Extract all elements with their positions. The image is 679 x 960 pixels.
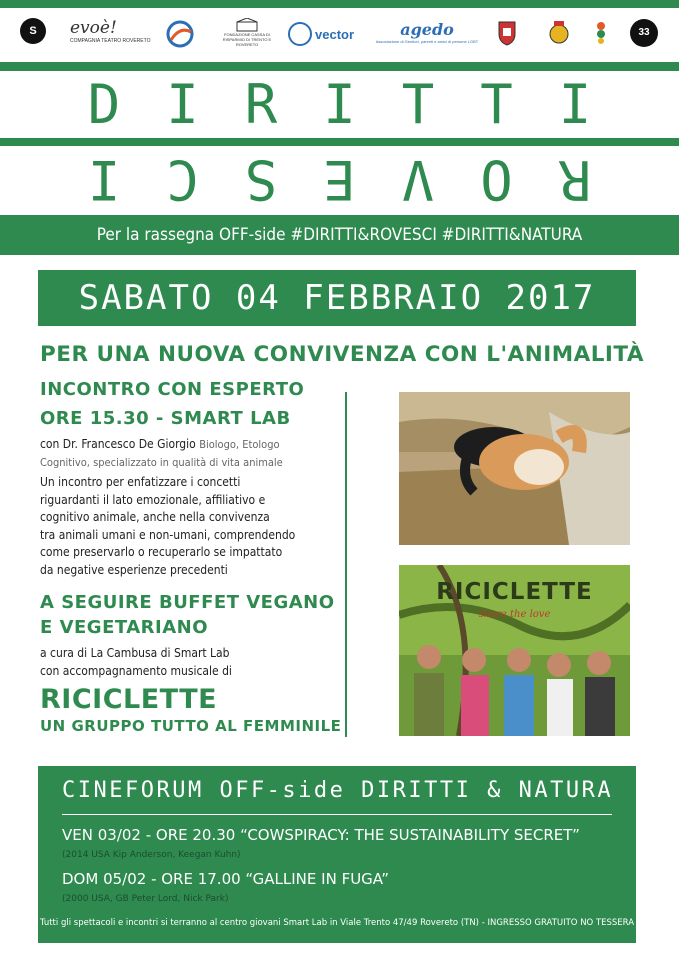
photo-band-tagline: share the love — [478, 609, 551, 620]
speaker-role: Biologo, Etologo — [199, 438, 280, 451]
date-band: SABATO 04 FEBBRAIO 2017 — [38, 270, 636, 326]
description-line: cognitivo animale, anche nella convivenza — [40, 510, 270, 524]
subtitle-band: Per la rassegna OFF-side #DIRITTI&ROVESCI #DIRITTI&NATURA — [0, 215, 679, 255]
cineforum-footer: Tutti gli spettacoli e incontri si terranno al centro giovani Smart Lab in Viale Trento 47/49 Rovereto (TN) - INGRESSO GRATUITO NO TESSERA — [39, 918, 635, 928]
music-text: con accompagnamento musicale di — [40, 663, 232, 678]
logo-flower-icon — [593, 20, 609, 46]
logo-s: S — [20, 18, 46, 44]
film-1: VEN 03/02 - ORE 20.30 “COWSPIRACY: THE SUSTAINABILITY SECRET” — [62, 826, 580, 844]
cineforum-divider — [62, 814, 612, 815]
event-time: ORE 15.30 - SMART LAB — [40, 408, 291, 429]
band-photo — [399, 565, 630, 736]
band-name: RICICLETTE — [40, 684, 218, 715]
speaker-name: con Dr. Francesco De Giorgio — [40, 437, 196, 451]
film-1-credit: (2014 USA Kip Anderson, Keegan Kuhn) — [62, 850, 241, 860]
curated-text: a cura di La Cambusa di Smart Lab — [40, 646, 230, 660]
logo-crest-2-icon — [548, 19, 570, 47]
description-line: tra animali umani e non-umani, comprendendo — [40, 527, 296, 542]
logo-vector: vector — [288, 22, 354, 46]
column-divider — [345, 392, 347, 737]
band-description: UN GRUPPO TUTTO AL FEMMINILE — [40, 717, 342, 735]
description-line: da negative esperienze precedenti — [40, 562, 228, 577]
film-2-credit: (2000 USA, GB Peter Lord, Nick Park) — [62, 894, 229, 904]
event-description — [40, 474, 340, 579]
description-line: riguardanti il lato emozionale, affiliativo e — [40, 492, 266, 507]
title-rovesci-mirrored: ROVESCI — [41, 148, 592, 211]
top-border — [0, 0, 679, 8]
speaker-role-2: Cognitivo, specializzato in qualità di vita animale — [40, 455, 283, 469]
dogs-photo — [399, 392, 630, 545]
curated-by — [40, 645, 340, 680]
film-2: DOM 05/02 - ORE 17.00 “GALLINE IN FUGA” — [62, 870, 389, 888]
description-line: come preservarlo o recuperarlo se impattato — [40, 545, 283, 559]
event-headline: PER UNA NUOVA CONVIVENZA CON L'ANIMALITÀ — [40, 342, 645, 367]
buffet-line2: E VEGETARIANO — [40, 617, 209, 638]
logo-agedo: agedo Associazione di Genitori, parenti e amici di persone LGBT — [375, 20, 479, 44]
buffet-line1: A SEGUIRE BUFFET VEGANO — [40, 592, 335, 613]
logo-circle-swirl-icon — [165, 20, 203, 50]
event-line1: INCONTRO CON ESPERTO — [40, 379, 305, 400]
cineforum-title: CINEFORUM OFF-side DIRITTI & NATURA — [62, 778, 614, 803]
logo-crest-1-icon — [497, 20, 517, 46]
description-line: Un incontro per enfatizzare i concetti — [40, 475, 241, 489]
cineforum-box — [38, 766, 636, 943]
logo-evoe: evoè! COMPAGNIA TEATRO ROVERETO — [70, 18, 151, 44]
photo-band-title: RICICLETTE — [436, 579, 593, 605]
speaker — [40, 436, 340, 471]
logo-33: 33 — [630, 19, 658, 47]
logo-fondazione: FONDAZIONE CASSA DI RISPARMIO DI TRENTO E ROVERETO — [222, 18, 272, 47]
title-diritti: DIRITTI — [87, 73, 638, 136]
